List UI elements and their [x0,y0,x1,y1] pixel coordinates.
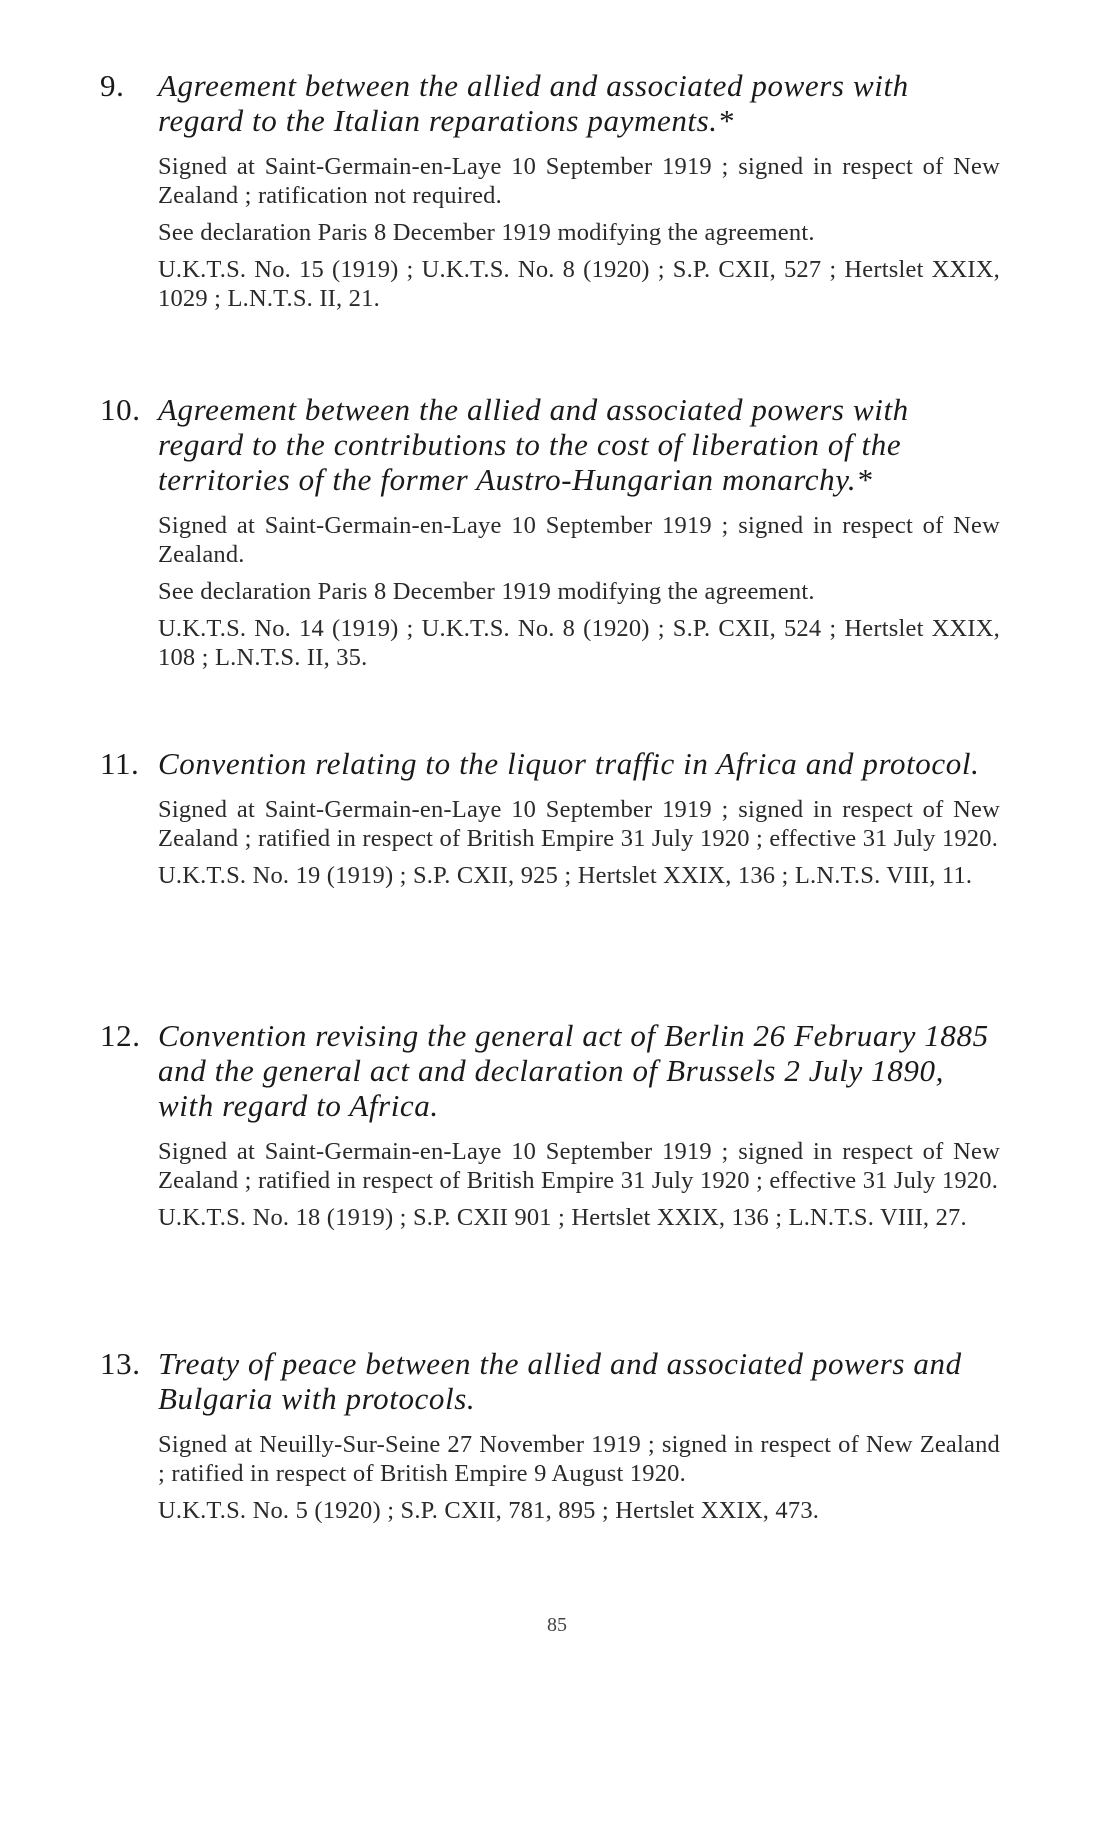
entry-number: 13. [100,1346,141,1381]
treaty-entry-9 [100,68,1000,313]
treaty-references: U.K.T.S. No. 15 (1919) ; U.K.T.S. No. 8 (1920) ; S.P. CXII, 527 ; Hertslet XXIX, 1029 ; L.N.T.S. II, 21. [158,256,1000,312]
treaty-entry-13 [100,1346,1000,1525]
entry-number: 9. [100,68,125,103]
entry-number: 12. [100,1018,141,1053]
entry-title: Agreement between the allied and associated powers with regard to the contributions to the cost of liberation of the territories of the former Austro-Hungarian monarchy.* [158,392,909,497]
entry-title: Convention relating to the liquor traffic in Africa and protocol. [158,746,980,781]
entry-heading [100,1018,1000,1123]
entry-heading [100,68,1000,138]
signing-details: Signed at Saint-Germain-en-Laye 10 September 1919 ; signed in respect of New Zealand ; ratification not required. [158,153,1000,209]
treaty-references: U.K.T.S. No. 18 (1919) ; S.P. CXII 901 ; Hertslet XXIX, 136 ; L.N.T.S. VIII, 27. [158,1204,967,1231]
treaty-references: U.K.T.S. No. 14 (1919) ; U.K.T.S. No. 8 (1920) ; S.P. CXII, 524 ; Hertslet XXIX, 108 ; L.N.T.S. II, 35. [158,615,1000,671]
entry-heading [100,746,1000,781]
entry-title: Convention revising the general act of Berlin 26 February 1885 and the general act and declaration of Brussels 2 July 1890, with regard to Africa. [158,1018,989,1123]
signing-details: Signed at Saint-Germain-en-Laye 10 September 1919 ; signed in respect of New Zealand ; ratified in respect of British Empire 31 July 1920 ; effective 31 July 1920. [158,796,1000,852]
entry-heading [100,1346,1000,1416]
entry-heading [100,392,1000,497]
entry-number: 10. [100,392,141,427]
entry-title: Treaty of peace between the allied and associated powers and Bulgaria with protocols. [158,1346,962,1416]
signing-details: Signed at Neuilly-Sur-Seine 27 November 1919 ; signed in respect of New Zealand ; ratified in respect of British Empire 9 August 1920. [158,1431,1000,1487]
signing-details: Signed at Saint-Germain-en-Laye 10 September 1919 ; signed in respect of New Zealand ; ratified in respect of British Empire 31 July 1920 ; effective 31 July 1920. [158,1138,1000,1194]
treaty-entry-11 [100,746,1000,890]
signing-details: Signed at Saint-Germain-en-Laye 10 September 1919 ; signed in respect of New Zealand. [158,512,1000,568]
declaration-note: See declaration Paris 8 December 1919 modifying the agreement. [158,578,815,605]
declaration-note: See declaration Paris 8 December 1919 modifying the agreement. [158,219,815,246]
treaty-entry-10 [100,392,1000,672]
treaty-references: U.K.T.S. No. 19 (1919) ; S.P. CXII, 925 ; Hertslet XXIX, 136 ; L.N.T.S. VIII, 11. [158,862,973,889]
treaty-entry-12 [100,1018,1000,1232]
page-number: 85 [547,1614,567,1636]
treaty-references: U.K.T.S. No. 5 (1920) ; S.P. CXII, 781, 895 ; Hertslet XXIX, 473. [158,1497,820,1524]
entry-number: 11. [100,746,140,781]
entry-title: Agreement between the allied and associated powers with regard to the Italian reparations payments.* [158,68,909,138]
